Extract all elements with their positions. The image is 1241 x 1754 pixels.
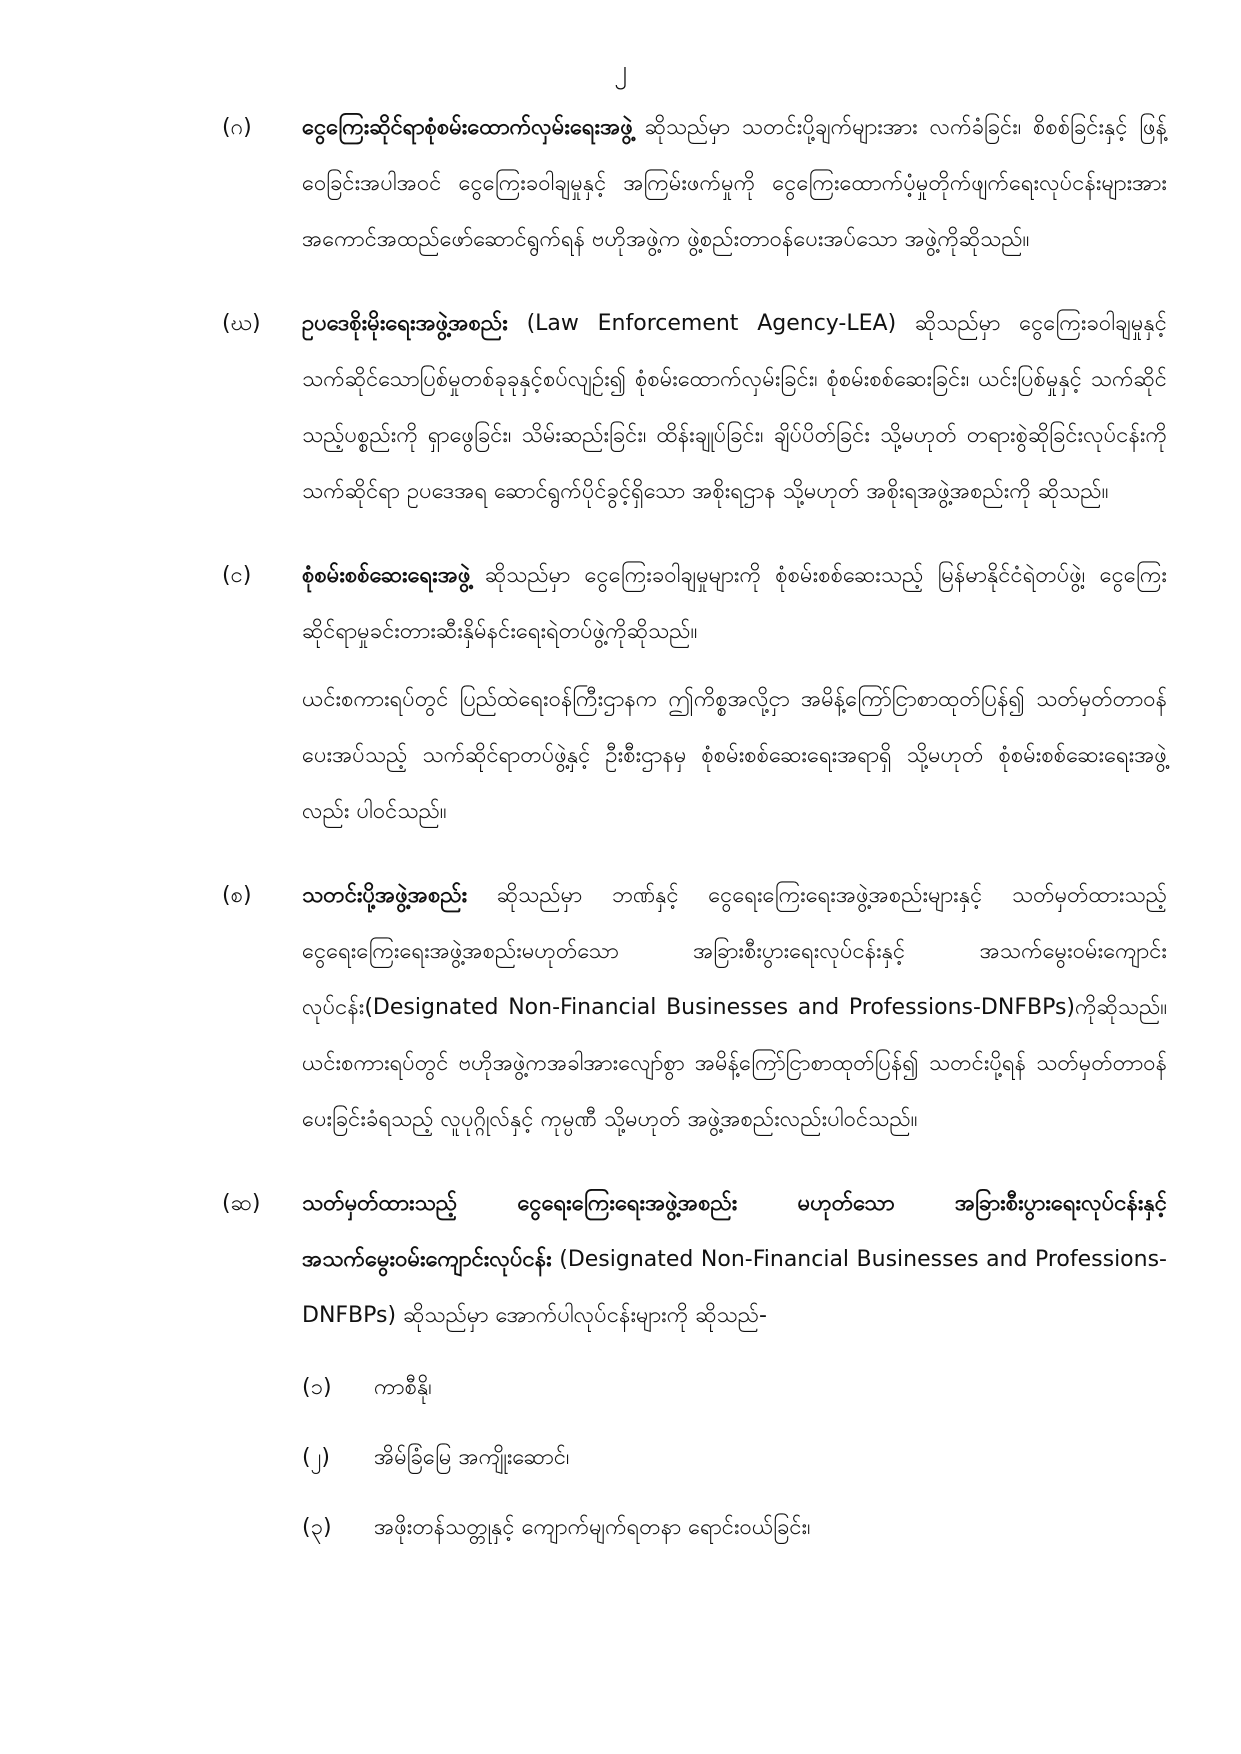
sub-item-number: (၁) [302, 1375, 332, 1400]
definition-text: ဆိုသည်မှာ ငွေကြေးခဝါချမှုများကို စုံစမ်းစစ်ဆေးသည့် မြန်မာနိုင်ငံရဲတပ်ဖွဲ့၊ ငွေကြေးဆိုင်ရာမှုခင်းတားဆီးနှိမ်နင်းရေးရဲတပ်ဖွဲ့ကိုဆိုသည်။ [302, 563, 1167, 644]
item-body [302, 548, 1167, 840]
defined-term: ဥပဒေစိုးမိုးရေးအဖွဲ့အစည်း [302, 311, 508, 336]
sub-item-number: (၃) [302, 1515, 332, 1540]
item-paragraph [302, 1176, 1167, 1344]
definition-text: (Law Enforcement Agency-LEA) ဆိုသည်မှာ ငွေကြေးခဝါချမှုနှင့် သက်ဆိုင်သောပြစ်မှုတစ်ခုခုနှင့်စပ်လျဉ်း၍ စုံစမ်းထောက်လှမ်းခြင်း၊ စုံစမ်းစစ်ဆေးခြင်း၊ ယင်းပြစ်မှုနှင့် သက်ဆိုင်သည့်ပစ္စည်းကို ရှာဖွေခြင်း၊ သိမ်းဆည်းခြင်း၊ ထိန်းချုပ်ခြင်း၊ ချိပ်ပိတ်ခြင်း သို့မဟုတ် တရားစွဲဆိုခြင်းလုပ်ငန်းကို သက်ဆိုင်ရာ ဥပဒေအရ ဆောင်ရွက်ပိုင်ခွင့်ရှိသော အစိုးရဌာန သို့မဟုတ် အစိုးရအဖွဲ့အစည်းကို ဆိုသည်။ [302, 311, 1167, 504]
list-item [302, 1500, 1167, 1556]
defined-term: စုံစမ်းစစ်ဆေးရေးအဖွဲ့ [302, 563, 471, 588]
defined-term: သတင်းပို့အဖွဲ့အစည်း [302, 883, 468, 908]
item-body [302, 1176, 1167, 1570]
sub-item-text: အိမ်ခြံမြေ အကျိုးဆောင်၊ [374, 1445, 570, 1470]
definition-item [222, 296, 1167, 520]
sub-item-text: အဖိုးတန်သတ္တုနှင့် ကျောက်မျက်ရတနာ ရောင်းဝယ်ခြင်း၊ [374, 1515, 811, 1540]
definition-item [222, 868, 1167, 1148]
item-paragraph: ယင်းစကားရပ်တွင် ပြည်ထဲရေးဝန်ကြီးဌာနက ဤကိစ္စအလို့ငှာ အမိန့်ကြော်ငြာစာထုတ်ပြန်၍ သတ်မှတ်တာဝန်ပေးအပ်သည့် သက်ဆိုင်ရာတပ်ဖွဲ့နှင့် ဦးစီးဌာနမှ စုံစမ်းစစ်ဆေးရေးအရာရှိ သို့မဟုတ် စုံစမ်းစစ်ဆေးရေးအဖွဲ့လည်း ပါဝင်သည်။ [302, 687, 1167, 824]
defined-term: ငွေကြေးဆိုင်ရာစုံစမ်းထောက်လှမ်းရေးအဖွဲ့ [302, 115, 633, 140]
item-number: (ဂ) [222, 115, 252, 140]
list-item [302, 1430, 1167, 1486]
item-number: (င) [222, 563, 252, 588]
page-number: ၂ [614, 55, 627, 85]
definition-item [222, 548, 1167, 840]
sub-item-text: ကာစီနို၊ [374, 1375, 432, 1400]
defined-term: သတ်မှတ်ထားသည့် ငွေရေးကြေးရေးအဖွဲ့အစည်း မဟုတ်သော အခြားစီးပွားရေးလုပ်ငန်းနှင့် အသက်မွေးဝမ်းကျောင်းလုပ်ငန်း [302, 1191, 1167, 1272]
sub-item-list [302, 1360, 1167, 1556]
document-body [222, 100, 1167, 1598]
item-body [302, 868, 1167, 1148]
definition-item [222, 1176, 1167, 1570]
item-paragraph [302, 868, 1167, 1148]
item-paragraph [302, 100, 1167, 268]
item-number: (ဆ) [222, 1191, 261, 1216]
sub-item-number: (၂) [302, 1445, 330, 1470]
item-body [302, 296, 1167, 520]
item-paragraph [302, 548, 1167, 660]
definition-text: (Designated Non-Financial Businesses and Professions- DNFBPs) ဆိုသည်မှာ အောက်ပါလုပ်ငန်းများကို ဆိုသည်- [302, 1247, 1167, 1328]
item-number: (စ) [222, 883, 252, 908]
definition-item [222, 100, 1167, 268]
item-paragraph [302, 296, 1167, 520]
definition-text: ဆိုသည်မှာ သတင်းပို့ချက်များအား လက်ခံခြင်း၊ စိစစ်ခြင်းနှင့် ဖြန့်ဝေခြင်းအပါအဝင် ငွေကြေးခဝါချမှုနှင့် အကြမ်းဖက်မှုကို ငွေကြေးထောက်ပံ့မှုတိုက်ဖျက်ရေးလုပ်ငန်းများအား အကောင်အထည်ဖော်ဆောင်ရွက်ရန် ဗဟိုအဖွဲ့က ဖွဲ့စည်းတာဝန်ပေးအပ်သော အဖွဲ့ကိုဆိုသည်။ [302, 115, 1167, 252]
list-item [302, 1360, 1167, 1416]
definition-text: ဆိုသည်မှာ ဘဏ်နှင့် ငွေရေးကြေးရေးအဖွဲ့အစည်းများနှင့် သတ်မှတ်ထားသည့် ငွေရေးကြေးရေးအဖွဲ့အစည်းမဟုတ်သော အခြားစီးပွားရေးလုပ်ငန်းနှင့် အသက်မွေးဝမ်းကျောင်းလုပ်ငန်း(Designated Non-Financial Businesses and Professions-DNFBPs)ကိုဆိုသည်။ ယင်းစကားရပ်တွင် ဗဟိုအဖွဲ့ကအခါအားလျော်စွာ အမိန့်ကြော်ငြာစာထုတ်ပြန်၍ သတင်းပို့ရန် သတ်မှတ်တာဝန်ပေးခြင်းခံရသည့် လူပုဂ္ဂိုလ်နှင့် ကုမ္ပဏီ သို့မဟုတ် အဖွဲ့အစည်းလည်းပါဝင်သည်။ [302, 883, 1167, 1132]
item-number: (ဃ) [222, 311, 261, 336]
item-body [302, 100, 1167, 268]
